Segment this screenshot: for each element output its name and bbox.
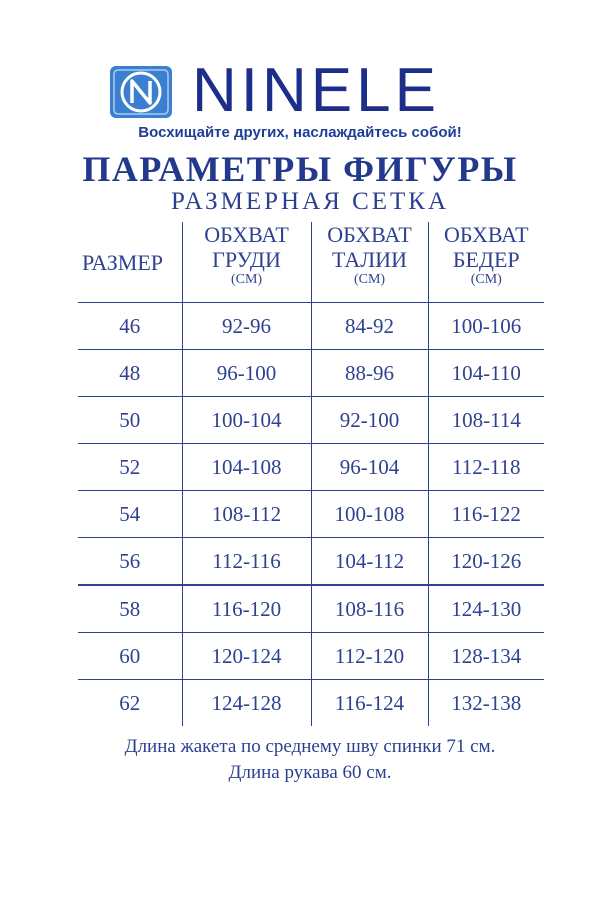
page-subtitle: РАЗМЕРНАЯ СЕТКА [170, 188, 450, 215]
table-row [78, 633, 544, 680]
sleeve-length-note: Длина рукава 60 см. [228, 762, 392, 783]
chest-cell: 100-104 [182, 397, 311, 444]
waist-column-header [311, 222, 428, 303]
chest-cell: 108-112 [182, 491, 311, 538]
table-row [78, 538, 544, 586]
n-monogram-icon [110, 66, 172, 118]
table-header-row [78, 222, 544, 303]
size-table [78, 222, 544, 726]
waist-header-line2: ТАЛИИ [332, 247, 407, 272]
chest-cell: 104-108 [182, 444, 311, 491]
chest-cell: 96-100 [182, 350, 311, 397]
table-row [78, 444, 544, 491]
chest-cell: 116-120 [182, 585, 311, 633]
size-column-header: РАЗМЕР [82, 249, 164, 275]
waist-cell: 116-124 [311, 680, 428, 727]
size-cell: 50 [78, 397, 182, 444]
chest-header-unit: (СМ) [230, 272, 263, 287]
jacket-length-note: Длина жакета по среднему шву спинки 71 см. [124, 736, 496, 757]
hips-cell: 112-118 [428, 444, 544, 491]
chest-cell: 120-124 [182, 633, 311, 680]
brand-name: NINELE [192, 56, 440, 125]
chest-cell: 92-96 [182, 303, 311, 350]
hips-cell: 124-130 [428, 585, 544, 633]
size-cell: 52 [78, 444, 182, 491]
waist-cell: 100-108 [311, 491, 428, 538]
hips-header-unit: (СМ) [470, 272, 502, 287]
hips-header-line1: ОБХВАТ [443, 222, 529, 247]
brand-slogan: Восхищайте других, наслаждайтесь собой! [138, 124, 462, 141]
waist-cell: 88-96 [311, 350, 428, 397]
hips-cell: 132-138 [428, 680, 544, 727]
size-cell: 56 [78, 538, 182, 586]
waist-cell: 108-116 [311, 585, 428, 633]
brand-logo [110, 56, 510, 125]
waist-cell: 96-104 [311, 444, 428, 491]
size-cell: 62 [78, 680, 182, 727]
chest-header-line1: ОБХВАТ [204, 222, 289, 247]
table-row [78, 397, 544, 444]
hips-cell: 116-122 [428, 491, 544, 538]
table-row [78, 491, 544, 538]
size-cell: 48 [78, 350, 182, 397]
hips-cell: 100-106 [428, 303, 544, 350]
waist-cell: 92-100 [311, 397, 428, 444]
table-row [78, 585, 544, 633]
table-row [78, 680, 544, 727]
size-cell: 54 [78, 491, 182, 538]
waist-header-line1: ОБХВАТ [327, 222, 412, 247]
table-row [78, 350, 544, 397]
chest-column-header [182, 222, 311, 303]
page-title: ПАРАМЕТРЫ ФИГУРЫ [82, 149, 518, 189]
waist-cell: 104-112 [311, 538, 428, 586]
size-cell: 60 [78, 633, 182, 680]
chest-header-line2: ГРУДИ [212, 247, 281, 272]
waist-cell: 112-120 [311, 633, 428, 680]
size-cell: 58 [78, 585, 182, 633]
size-cell: 46 [78, 303, 182, 350]
table-row [78, 303, 544, 350]
hips-column-header [428, 222, 544, 303]
chest-cell: 124-128 [182, 680, 311, 727]
waist-cell: 84-92 [311, 303, 428, 350]
chest-cell: 112-116 [182, 538, 311, 586]
hips-cell: 120-126 [428, 538, 544, 586]
hips-cell: 108-114 [428, 397, 544, 444]
hips-cell: 128-134 [428, 633, 544, 680]
hips-header-line2: БЕДЕР [452, 247, 520, 272]
hips-cell: 104-110 [428, 350, 544, 397]
waist-header-unit: (СМ) [353, 272, 386, 287]
